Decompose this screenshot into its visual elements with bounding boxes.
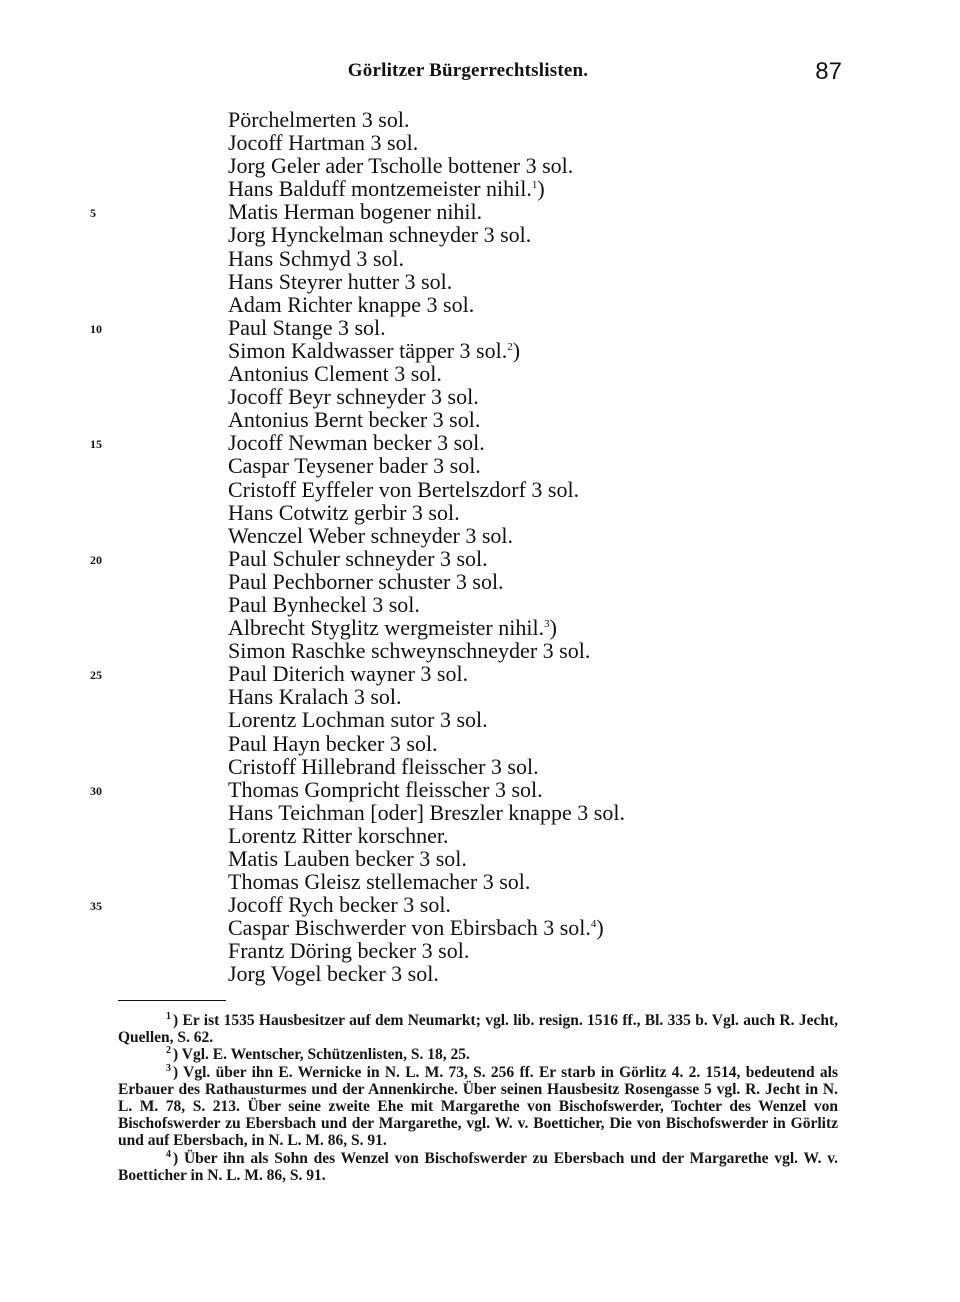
list-item xyxy=(228,639,848,662)
entry-text: Pörchelmerten 3 sol. xyxy=(228,107,410,132)
footnote: $^4$ ) Über ihn als Sohn des Wenzel von Bischofswerder zu Ebersbach und der Margarethe vgl. W. v. Boetticher in N. L. M. 86, S. 91. xyxy=(118,1148,838,1184)
footnote-ref: 2 xyxy=(507,340,513,353)
entry-text: Caspar Teysener bader 3 sol. xyxy=(228,453,481,479)
footnote: $^3$ ) Vgl. über ihn E. Wernicke in N. L. M. 73, S. 256 ff. Er starb in Görlitz 4. 2. 1514, bedeutend als Erbauer des Rathausturmes und der Annenkirche. Über seinen Hausbesitz Rosengasse 5 vgl. R. Jecht in N. L. M. 78, S. 213. Über seine zweite Ehe mit Margarethe von Bischofswerder, Tochter des Wenzel von Bischofswerder zu Ebersbach und der Margarethe, vgl. W. v. Boetticher, Die von Bischofswerder in Görlitz und auf Ebersbach, in N. L. M. 86, S. 91. xyxy=(118,1062,838,1150)
entry-text: Paul Hayn becker 3 sol. xyxy=(228,730,438,756)
entry-text: Matis Lauben becker 3 sol. xyxy=(228,846,467,871)
citizen-list xyxy=(90,107,848,987)
footnote-text: Über ihn als Sohn des Wenzel von Bischofswerder zu Ebersbach und der Margarethe vgl. W. v. Boetticher in N. L. M. 86, S. 91. xyxy=(118,1149,838,1184)
entry-text: Simon Raschke schweynschneyder 3 sol. xyxy=(228,638,591,664)
list-item xyxy=(228,939,848,962)
list-item xyxy=(228,385,848,408)
entry-text: Thomas Gleisz stellemacher 3 sol. xyxy=(228,869,531,895)
footnote-rule xyxy=(118,1000,226,1001)
list-item xyxy=(228,293,848,316)
entry-text: Jocoff Rych becker 3 sol. xyxy=(228,892,451,918)
list-item xyxy=(228,870,848,893)
entry-text: Lorentz Ritter korschner. xyxy=(228,822,449,848)
list-item xyxy=(228,755,848,778)
list-item xyxy=(228,685,848,708)
entry-text: Jocoff Hartman 3 sol. xyxy=(228,130,419,156)
line-number: 25 xyxy=(90,668,102,683)
footnote-ref: 4 xyxy=(590,918,597,931)
line-number: 20 xyxy=(90,552,102,567)
entry-text: Adam Richter knappe 3 sol. xyxy=(228,291,475,317)
list-item xyxy=(228,801,848,824)
entry-text: Frantz Döring becker 3 sol. xyxy=(228,938,470,964)
list-item xyxy=(90,892,848,918)
page-number: 87 xyxy=(815,58,842,85)
list-item xyxy=(90,199,848,225)
list-item xyxy=(228,270,848,293)
list-item xyxy=(228,408,848,431)
footnote-mark: 3 xyxy=(166,1062,171,1074)
line-number: 30 xyxy=(90,783,102,798)
list-item: Caspar Bischwerder von Ebirsbach 3 sol.$^4$) xyxy=(228,915,604,941)
list-item xyxy=(228,708,848,731)
entry-text: Paul Diterich wayner 3 sol. xyxy=(228,661,469,687)
entry-text: Paul Stange 3 sol. xyxy=(228,314,386,340)
entry-text: Hans Steyrer hutter 3 sol. xyxy=(228,268,453,294)
entry-text: Hans Cotwitz gerbir 3 sol. xyxy=(228,499,460,525)
list-item xyxy=(228,501,848,524)
entry-text: Simon Kaldwasser täpper 3 sol. xyxy=(228,337,508,363)
list-item xyxy=(228,154,848,177)
list-item xyxy=(228,962,848,985)
list-item xyxy=(228,847,848,870)
list-item xyxy=(228,732,848,755)
list-item: Hans Balduff montzemeister nihil.$^1$) xyxy=(228,176,545,202)
list-item xyxy=(228,223,848,246)
entry-text: Jorg Geler ader Tscholle bottener 3 sol. xyxy=(228,153,574,179)
list-item xyxy=(228,824,848,847)
footnote: $^1$ ) Er ist 1535 Hausbesitzer auf dem Neumarkt; vgl. lib. resign. 1516 ff., Bl. 335 b. Vgl. auch R. Jecht, Quellen, S. 62. xyxy=(118,1011,838,1047)
footnote-ref: 1 xyxy=(531,179,538,192)
entry-text: Jocoff Newman becker 3 sol. xyxy=(228,430,485,456)
entry-text: Hans Teichman [oder] Breszler knappe 3 sol. xyxy=(228,799,625,825)
list-item xyxy=(228,362,848,385)
entry-text: Hans Balduff montzemeister nihil. xyxy=(228,176,532,202)
list-item xyxy=(228,570,848,593)
list-item xyxy=(228,478,848,501)
entry-text: Jorg Vogel becker 3 sol. xyxy=(228,961,439,987)
line-number: 35 xyxy=(90,899,102,914)
list-item xyxy=(228,108,848,131)
entry-text: Albrecht Styglitz wergmeister nihil. xyxy=(228,615,545,641)
entry-text: Paul Bynheckel 3 sol. xyxy=(228,591,420,617)
page-header xyxy=(0,60,960,90)
entry-text: Lorentz Lochman sutor 3 sol. xyxy=(228,707,488,733)
entry-text: Paul Schuler schneyder 3 sol. xyxy=(228,545,488,571)
list-item: Albrecht Styglitz wergmeister nihil.$^3$) xyxy=(228,615,557,641)
footnote-text: Vgl. E. Wentscher, Schützenlisten, S. 18, 25. xyxy=(181,1046,470,1064)
entry-text: Jorg Hynckelman schneyder 3 sol. xyxy=(228,222,532,248)
footnote: $^2$ ) Vgl. E. Wentscher, Schützenlisten, S. 18, 25. xyxy=(166,1045,470,1064)
entry-text: Paul Pechborner schuster 3 sol. xyxy=(228,568,504,594)
footnotes xyxy=(118,1012,838,1184)
footnote-text: Er ist 1535 Hausbesitzer auf dem Neumarkt; vgl. lib. resign. 1516 ff., Bl. 335 b. Vgl. auch R. Jecht, Quellen, S. 62. xyxy=(118,1012,838,1047)
list-item xyxy=(90,776,848,802)
entry-text: Hans Kralach 3 sol. xyxy=(228,684,402,710)
list-item xyxy=(90,545,848,571)
entry-text: Jocoff Beyr schneyder 3 sol. xyxy=(228,384,479,410)
footnote-mark: 2 xyxy=(166,1045,171,1057)
footnote-text: Vgl. über ihn E. Wernicke in N. L. M. 73, S. 256 ff. Er starb in Görlitz 4. 2. 1514, bedeutend als Erbauer des Rathausturmes und der Annenkirche. Über seinen Hausbesitz Rosengasse 5 vgl. R. Jecht in N. L. M. 78, S. 213. Über seine zweite Ehe mit Margarethe von Bischofswerder, Tochter des Wenzel von Bischofswerder zu Ebersbach und der Margarethe, vgl. W. v. Boetticher, Die von Bischofswerder in Görlitz und auf Ebersbach, in N. L. M. 86, S. 91. xyxy=(118,1063,838,1150)
entry-text: Cristoff Hillebrand fleisscher 3 sol. xyxy=(228,753,539,779)
entry-text: Matis Herman bogener nihil. xyxy=(228,199,483,225)
list-item xyxy=(228,454,848,477)
line-number: 10 xyxy=(90,321,102,336)
footnote-mark: 1 xyxy=(166,1011,171,1022)
entry-text: Antonius Bernt becker 3 sol. xyxy=(228,407,481,433)
entry-text: Hans Schmyd 3 sol. xyxy=(228,245,404,271)
entry-text: Cristoff Eyffeler von Bertelszdorf 3 sol. xyxy=(228,476,580,502)
line-number: 5 xyxy=(90,206,96,221)
list-item xyxy=(90,430,848,456)
entry-text: Antonius Clement 3 sol. xyxy=(228,361,442,387)
footnote-ref: 3 xyxy=(544,618,550,631)
entry-text: Thomas Gompricht fleisscher 3 sol. xyxy=(228,776,543,802)
list-item xyxy=(228,524,848,547)
entry-text: Caspar Bischwerder von Ebirsbach 3 sol. xyxy=(228,915,591,941)
line-number: 15 xyxy=(90,437,102,452)
running-title: Görlitzer Bürgerrechtslisten. xyxy=(347,60,589,81)
list-item xyxy=(90,661,848,687)
footnote-mark: 4 xyxy=(166,1148,171,1160)
entry-text: Wenczel Weber schneyder 3 sol. xyxy=(228,522,513,548)
list-item xyxy=(228,131,848,154)
list-item xyxy=(228,247,848,270)
list-item xyxy=(228,593,848,616)
list-item: Simon Kaldwasser täpper 3 sol.$^2$) xyxy=(228,337,521,363)
list-item xyxy=(90,314,848,340)
